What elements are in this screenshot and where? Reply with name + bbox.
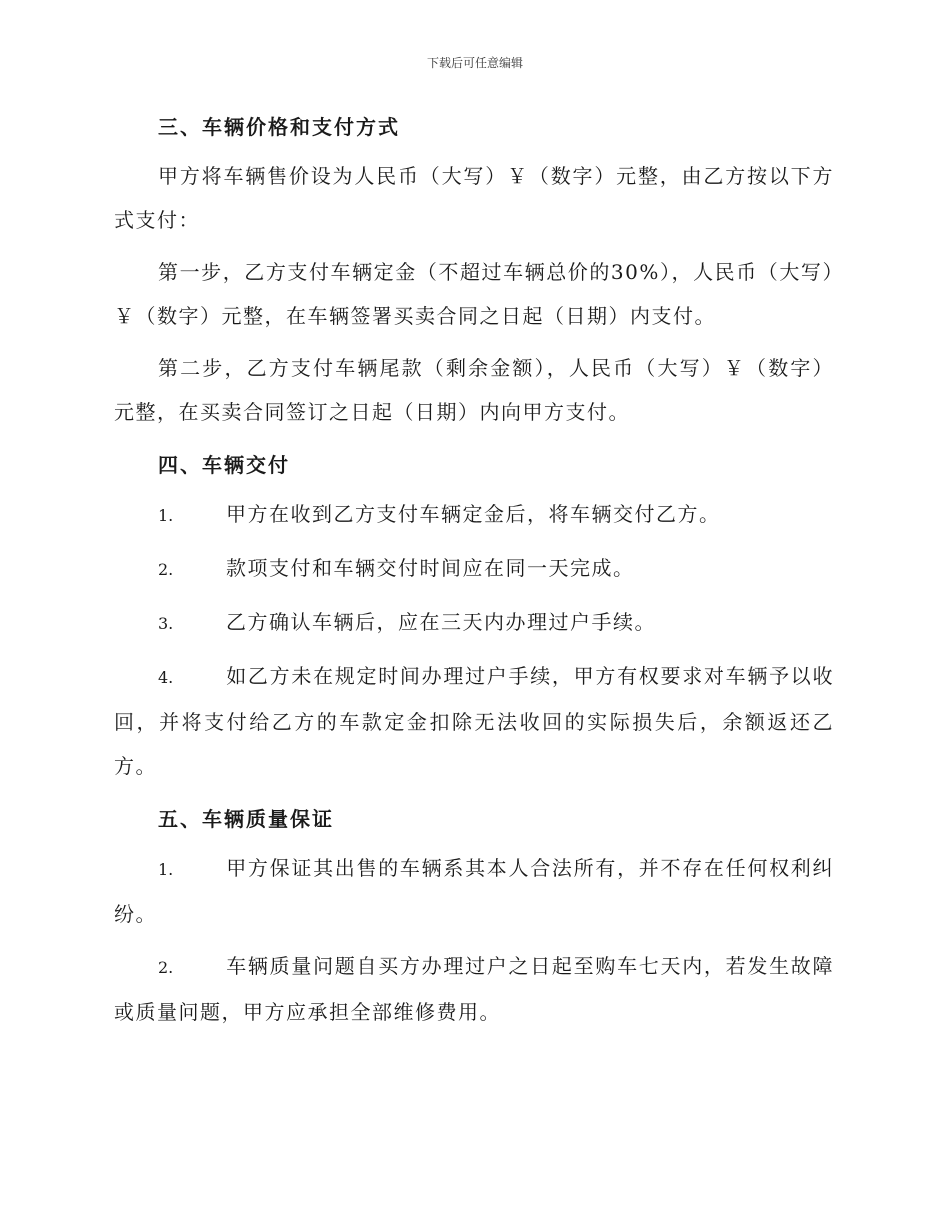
list-item-number: 2.	[158, 958, 174, 977]
list-item-text: 款项支付和车辆交付时间应在同一天完成。	[226, 556, 635, 580]
list-item-number: 4.	[158, 668, 174, 687]
paragraph-step-two: 第二步，乙方支付车辆尾款（剩余金额），人民币（大写）￥（数字）元整，在买卖合同签订之日起（日期）内向甲方支付。	[114, 356, 834, 424]
list-item	[114, 944, 834, 1034]
list-item	[114, 492, 834, 538]
section-heading-price: 三、车辆价格和支付方式	[158, 115, 400, 139]
list-item-number: 3.	[158, 614, 174, 633]
document-body	[114, 108, 834, 1034]
section-heading-quality: 五、车辆质量保证	[158, 807, 334, 831]
list-item	[114, 846, 834, 936]
list-item-text: 甲方在收到乙方支付车辆定金后，将车辆交付乙方。	[226, 502, 721, 526]
list-item-number: 1.	[158, 506, 174, 525]
paragraph-price-terms: 甲方将车辆售价设为人民币（大写）￥（数字）元整，由乙方按以下方式支付：	[114, 164, 834, 232]
paragraph-step-one: 第一步，乙方支付车辆定金（不超过车辆总价的30%），人民币（大写）￥（数字）元整，在车辆签署买卖合同之日起（日期）内支付。	[114, 260, 834, 328]
list-item-text: 乙方确认车辆后，应在三天内办理过户手续。	[226, 610, 656, 634]
list-item-number: 2.	[158, 560, 174, 579]
section-heading-delivery: 四、车辆交付	[158, 453, 290, 477]
list-item	[114, 546, 834, 592]
list-item	[114, 654, 834, 788]
list-item-text: 甲方保证其出售的车辆系其本人合法所有，并不存在任何权利纠纷。	[114, 856, 834, 926]
list-item-text: 如乙方未在规定时间办理过户手续，甲方有权要求对车辆予以收回，并将支付给乙方的车款定金扣除无法收回的实际损失后，余额返还乙方。	[114, 664, 834, 778]
list-item-text: 车辆质量问题自买方办理过户之日起至购车七天内，若发生故障或质量问题，甲方应承担全部维修费用。	[114, 954, 834, 1024]
header-note: 下载后可任意编辑	[426, 56, 523, 70]
list-item	[114, 600, 834, 646]
list-item-number: 1.	[158, 860, 174, 879]
